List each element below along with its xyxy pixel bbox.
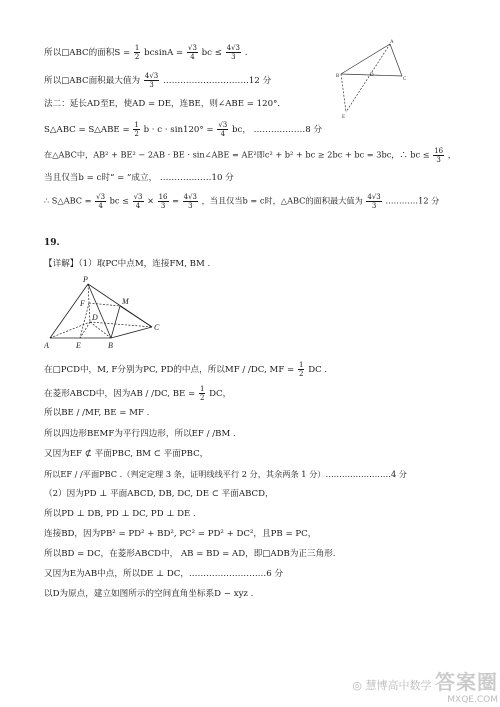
fraction xyxy=(133,193,144,210)
fraction xyxy=(366,193,381,210)
text: ，当且仅当b = c时，△ABC的面积最大值为 xyxy=(201,195,363,206)
denominator: 4 xyxy=(135,202,141,210)
pyramid-figure xyxy=(44,272,174,370)
numerator: 16 xyxy=(434,147,444,155)
denominator: 3 xyxy=(149,81,154,89)
text: 所以□ABC面积最大值为 xyxy=(44,76,141,86)
numerator: √3 xyxy=(188,44,197,52)
edge xyxy=(390,44,402,76)
point-label: D xyxy=(370,73,374,78)
edge-BM xyxy=(111,306,120,338)
denominator: 4 xyxy=(98,202,103,210)
text: bc ≤ xyxy=(109,195,129,206)
area-equality-line xyxy=(44,121,322,138)
plane-condition-line: 又因为EF ⊄ 平面PBC, BM ⊂ 平面PBC， xyxy=(44,449,209,459)
question-number: 19. xyxy=(44,238,60,248)
numerator: √3 xyxy=(133,193,143,201)
equilateral-line: 所以BD = DC，在菱形ABCD中， AB = BD = AD，即□ADB为正三角形. xyxy=(44,549,336,559)
fraction xyxy=(144,72,159,89)
edge-DC xyxy=(90,322,152,327)
edge-BC xyxy=(111,327,152,338)
numerator: 4√3 xyxy=(226,44,241,52)
numerator: √3 xyxy=(218,121,228,129)
denominator: 2 xyxy=(199,394,205,402)
part2-intro-line: （2）因为PD ⊥ 平面ABCD, DB, DC, DE ⊂ 平面ABCD， xyxy=(44,489,274,499)
equality-condition-line: 当且仅当b = c时“ = ”成立， ………………10 分 xyxy=(44,173,234,183)
denominator: 2 xyxy=(134,130,139,138)
edge-MC xyxy=(120,306,152,327)
triangle-figure xyxy=(336,38,408,120)
fraction xyxy=(183,193,198,210)
fraction xyxy=(217,121,228,138)
text: DC， xyxy=(209,389,232,399)
watermark-account: 慧博高中数学 xyxy=(365,679,432,692)
point-label: P xyxy=(83,275,88,284)
detail-intro-line: 【详解】（1）取PC中点M，连接FM, BM . xyxy=(44,259,211,269)
point-label: D xyxy=(92,313,98,322)
conclusion-line xyxy=(44,193,439,210)
edge-PA xyxy=(50,284,88,338)
dashed-edge xyxy=(341,74,346,112)
fraction xyxy=(187,44,198,61)
perpendicular-line: 所以PD ⊥ DB, PD ⊥ DC, PD ⊥ DE . xyxy=(44,509,196,519)
text: 在菱形ABCD中，因为AB / /DC, BE = xyxy=(44,389,196,399)
denominator: 3 xyxy=(188,202,193,210)
text: . xyxy=(244,48,248,58)
text: …………12 分 xyxy=(385,195,440,206)
fraction xyxy=(298,361,304,378)
text: × xyxy=(147,195,154,206)
numerator: 1 xyxy=(199,385,205,393)
text: 在△ABC中，AB² + BE² − 2AB · BE · sin∠ABE = AE²即c² + b² + bc ≥ 2bc + bc = 3bc，∴ bc ≤ xyxy=(44,149,430,160)
numerator: 1 xyxy=(134,44,140,52)
text: ∴ S△ABC = xyxy=(44,195,92,206)
fraction xyxy=(226,44,241,61)
text: bc， ………………8 分 xyxy=(232,125,322,135)
midpoint-line xyxy=(44,361,327,378)
denominator: 4 xyxy=(190,53,195,61)
text: bcsinA = xyxy=(144,48,184,58)
denominator: 3 xyxy=(231,53,236,61)
edge-DE xyxy=(80,322,90,338)
fraction xyxy=(158,193,169,210)
max-area-line xyxy=(44,72,271,89)
point-label: F xyxy=(80,299,85,308)
part1-conclusion-line: 所以EF / /平面PBC .（判定定理 3 条，证明线线平行 2 分，其余两条 1 分）……………………4 分 xyxy=(44,469,407,479)
numerator: 4√3 xyxy=(183,193,197,201)
numerator: √3 xyxy=(96,193,106,201)
numerator: 4√3 xyxy=(144,72,159,80)
point-label: M xyxy=(122,297,129,306)
denominator: 3 xyxy=(371,202,377,210)
denominator: 3 xyxy=(436,156,441,164)
watermark-brand: 答案圈 xyxy=(435,670,498,694)
text: b · c · sin120° = xyxy=(143,125,214,135)
fraction xyxy=(134,44,140,61)
point-label: C xyxy=(403,77,407,82)
numerator: 4√3 xyxy=(367,193,381,201)
text: bc ≤ xyxy=(201,48,222,58)
fraction xyxy=(133,121,139,138)
watermark-url: MXQE.COM xyxy=(447,695,498,705)
watermark xyxy=(352,666,498,705)
point-label: A xyxy=(390,40,394,45)
fraction xyxy=(95,193,106,210)
numerator: 1 xyxy=(134,121,139,129)
pythagorean-line: 连接BD，因为PB² = PD² + BD², PC² = PD² + DC²，且PB = PC， xyxy=(44,529,317,539)
dashed-edge xyxy=(346,44,390,112)
wechat-icon: ◎ xyxy=(352,679,362,692)
text: 在□PCD中，M, F分别为PC, PD的中点，所以MF / /DC, MF = xyxy=(44,365,295,375)
text: = xyxy=(172,195,179,206)
point-label: B xyxy=(336,74,340,79)
midpoint-perpendicular-line: 又因为E为AB中点，所以DE ⊥ DC，………………………6 分 xyxy=(44,569,284,579)
denominator: 2 xyxy=(134,53,140,61)
text: …………………………12 分 xyxy=(162,76,272,86)
denominator: 3 xyxy=(160,202,166,210)
numerator: 16 xyxy=(158,193,168,201)
fraction xyxy=(433,147,444,164)
point-label: B xyxy=(108,341,113,350)
rhombus-line xyxy=(44,385,231,402)
denominator: 2 xyxy=(298,370,304,378)
point-label: C xyxy=(154,323,160,332)
point-label: E xyxy=(76,341,81,350)
method-two-line: 法二：延长AD至E，使AD = DE，连BE，则∠ABE = 120°. xyxy=(44,99,281,109)
fraction xyxy=(199,385,205,402)
denominator: 4 xyxy=(220,130,226,138)
cosine-law-line xyxy=(44,147,456,164)
text: DC . xyxy=(308,365,328,375)
area-formula-line xyxy=(44,44,247,61)
edge xyxy=(341,44,390,74)
parallel-line: 所以BE / /MF, BE = MF . xyxy=(44,408,150,418)
numerator: 1 xyxy=(298,361,304,369)
coordinate-system-line: 以D为原点，建立如图所示的空间直角坐标系D − xyz . xyxy=(44,589,254,599)
edge-FE xyxy=(80,303,89,338)
parallelogram-line: 所以四边形BEMF为平行四边形，所以EF / /BM . xyxy=(44,429,236,439)
edge-FM xyxy=(89,303,120,306)
text: S△ABC = S△ABE = xyxy=(44,125,130,135)
text: ， xyxy=(447,149,456,160)
text: 所以□ABC的面积S = xyxy=(44,48,131,58)
point-label: A xyxy=(44,341,49,350)
point-label: E xyxy=(342,115,346,120)
